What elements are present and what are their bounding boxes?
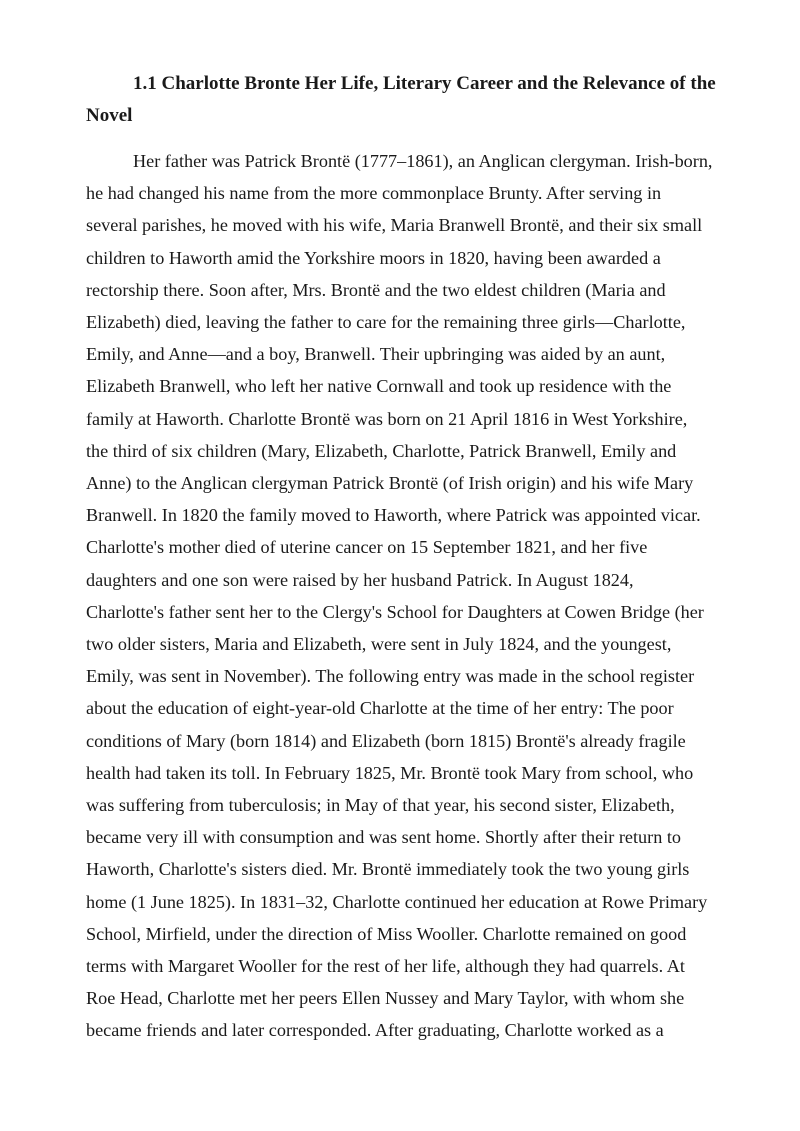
- paragraph-line: health had taken its toll. In February 1825, Mr. Brontë took Mary from school, who: [86, 762, 694, 783]
- paragraph-line: Haworth, Charlotte's sisters died. Mr. Brontë immediately took the two young girls: [86, 859, 690, 880]
- heading-line-text: 1.1 Charlotte Bronte Her Life, Literary Career and the Relevance of the: [133, 73, 716, 94]
- paragraph-line: home (1 June 1825). In 1831–32, Charlotte continued her education at Rowe Primary: [86, 891, 708, 912]
- paragraph-line: Anne) to the Anglican clergyman Patrick Brontë (of Irish origin) and his wife Mary: [86, 473, 694, 494]
- section-heading: [86, 68, 736, 132]
- paragraph-line: rectorship there. Soon after, Mrs. Brontë and the two eldest children (Maria and: [86, 279, 666, 300]
- paragraph-line: daughters and one son were raised by her husband Patrick. In August 1824,: [86, 569, 634, 590]
- paragraph-line: Charlotte's mother died of uterine cancer on 15 September 1821, and her five: [86, 537, 648, 558]
- paragraph-line: became friends and later corresponded. After graduating, Charlotte worked as a: [86, 1020, 664, 1041]
- paragraph-line: Elizabeth) died, leaving the father to care for the remaining three girls—Charlotte,: [86, 312, 686, 333]
- heading-line: [86, 68, 736, 100]
- paragraph-line: Elizabeth Branwell, who left her native Cornwall and took up residence with the: [86, 376, 672, 397]
- paragraph-line: Charlotte's father sent her to the Clergy's School for Daughters at Cowen Bridge (her: [86, 601, 704, 622]
- heading-line: Novel: [86, 105, 133, 126]
- paragraph-line: Emily, and Anne—and a boy, Branwell. Their upbringing was aided by an aunt,: [86, 344, 666, 365]
- paragraph-line: Roe Head, Charlotte met her peers Ellen Nussey and Mary Taylor, with whom she: [86, 988, 685, 1009]
- paragraph-line: became very ill with consumption and was sent home. Shortly after their return to: [86, 827, 681, 848]
- paragraph-line: conditions of Mary (born 1814) and Elizabeth (born 1815) Brontë's already fragile: [86, 730, 686, 751]
- paragraph-line: Branwell. In 1820 the family moved to Haworth, where Patrick was appointed vicar.: [86, 505, 701, 526]
- paragraph-line: was suffering from tuberculosis; in May of that year, his second sister, Elizabeth,: [86, 795, 675, 816]
- paragraph-line: Emily, was sent in November). The following entry was made in the school register: [86, 666, 695, 687]
- paragraph-line: he had changed his name from the more commonplace Brunty. After serving in: [86, 183, 662, 204]
- paragraph-line: several parishes, he moved with his wife, Maria Branwell Brontë, and their six small: [86, 215, 703, 236]
- paragraph-line: School, Mirfield, under the direction of Miss Wooller. Charlotte remained on good: [86, 923, 687, 944]
- paragraph-line: terms with Margaret Wooller for the rest of her life, although they had quarrels. At: [86, 956, 685, 977]
- paragraph-line: children to Haworth amid the Yorkshire moors in 1820, having been awarded a: [86, 247, 661, 268]
- paragraph-line: two older sisters, Maria and Elizabeth, were sent in July 1824, and the youngest,: [86, 634, 672, 655]
- body-paragraph: [86, 145, 736, 1047]
- paragraph-line: family at Haworth. Charlotte Brontë was born on 21 April 1816 in West Yorkshire,: [86, 408, 688, 429]
- paragraph-line: Her father was Patrick Brontë (1777–1861), an Anglican clergyman. Irish-born,: [133, 151, 713, 171]
- paragraph-line: the third of six children (Mary, Elizabeth, Charlotte, Patrick Branwell, Emily and: [86, 440, 677, 461]
- paragraph-line: about the education of eight-year-old Charlotte at the time of her entry: The poor: [86, 698, 674, 719]
